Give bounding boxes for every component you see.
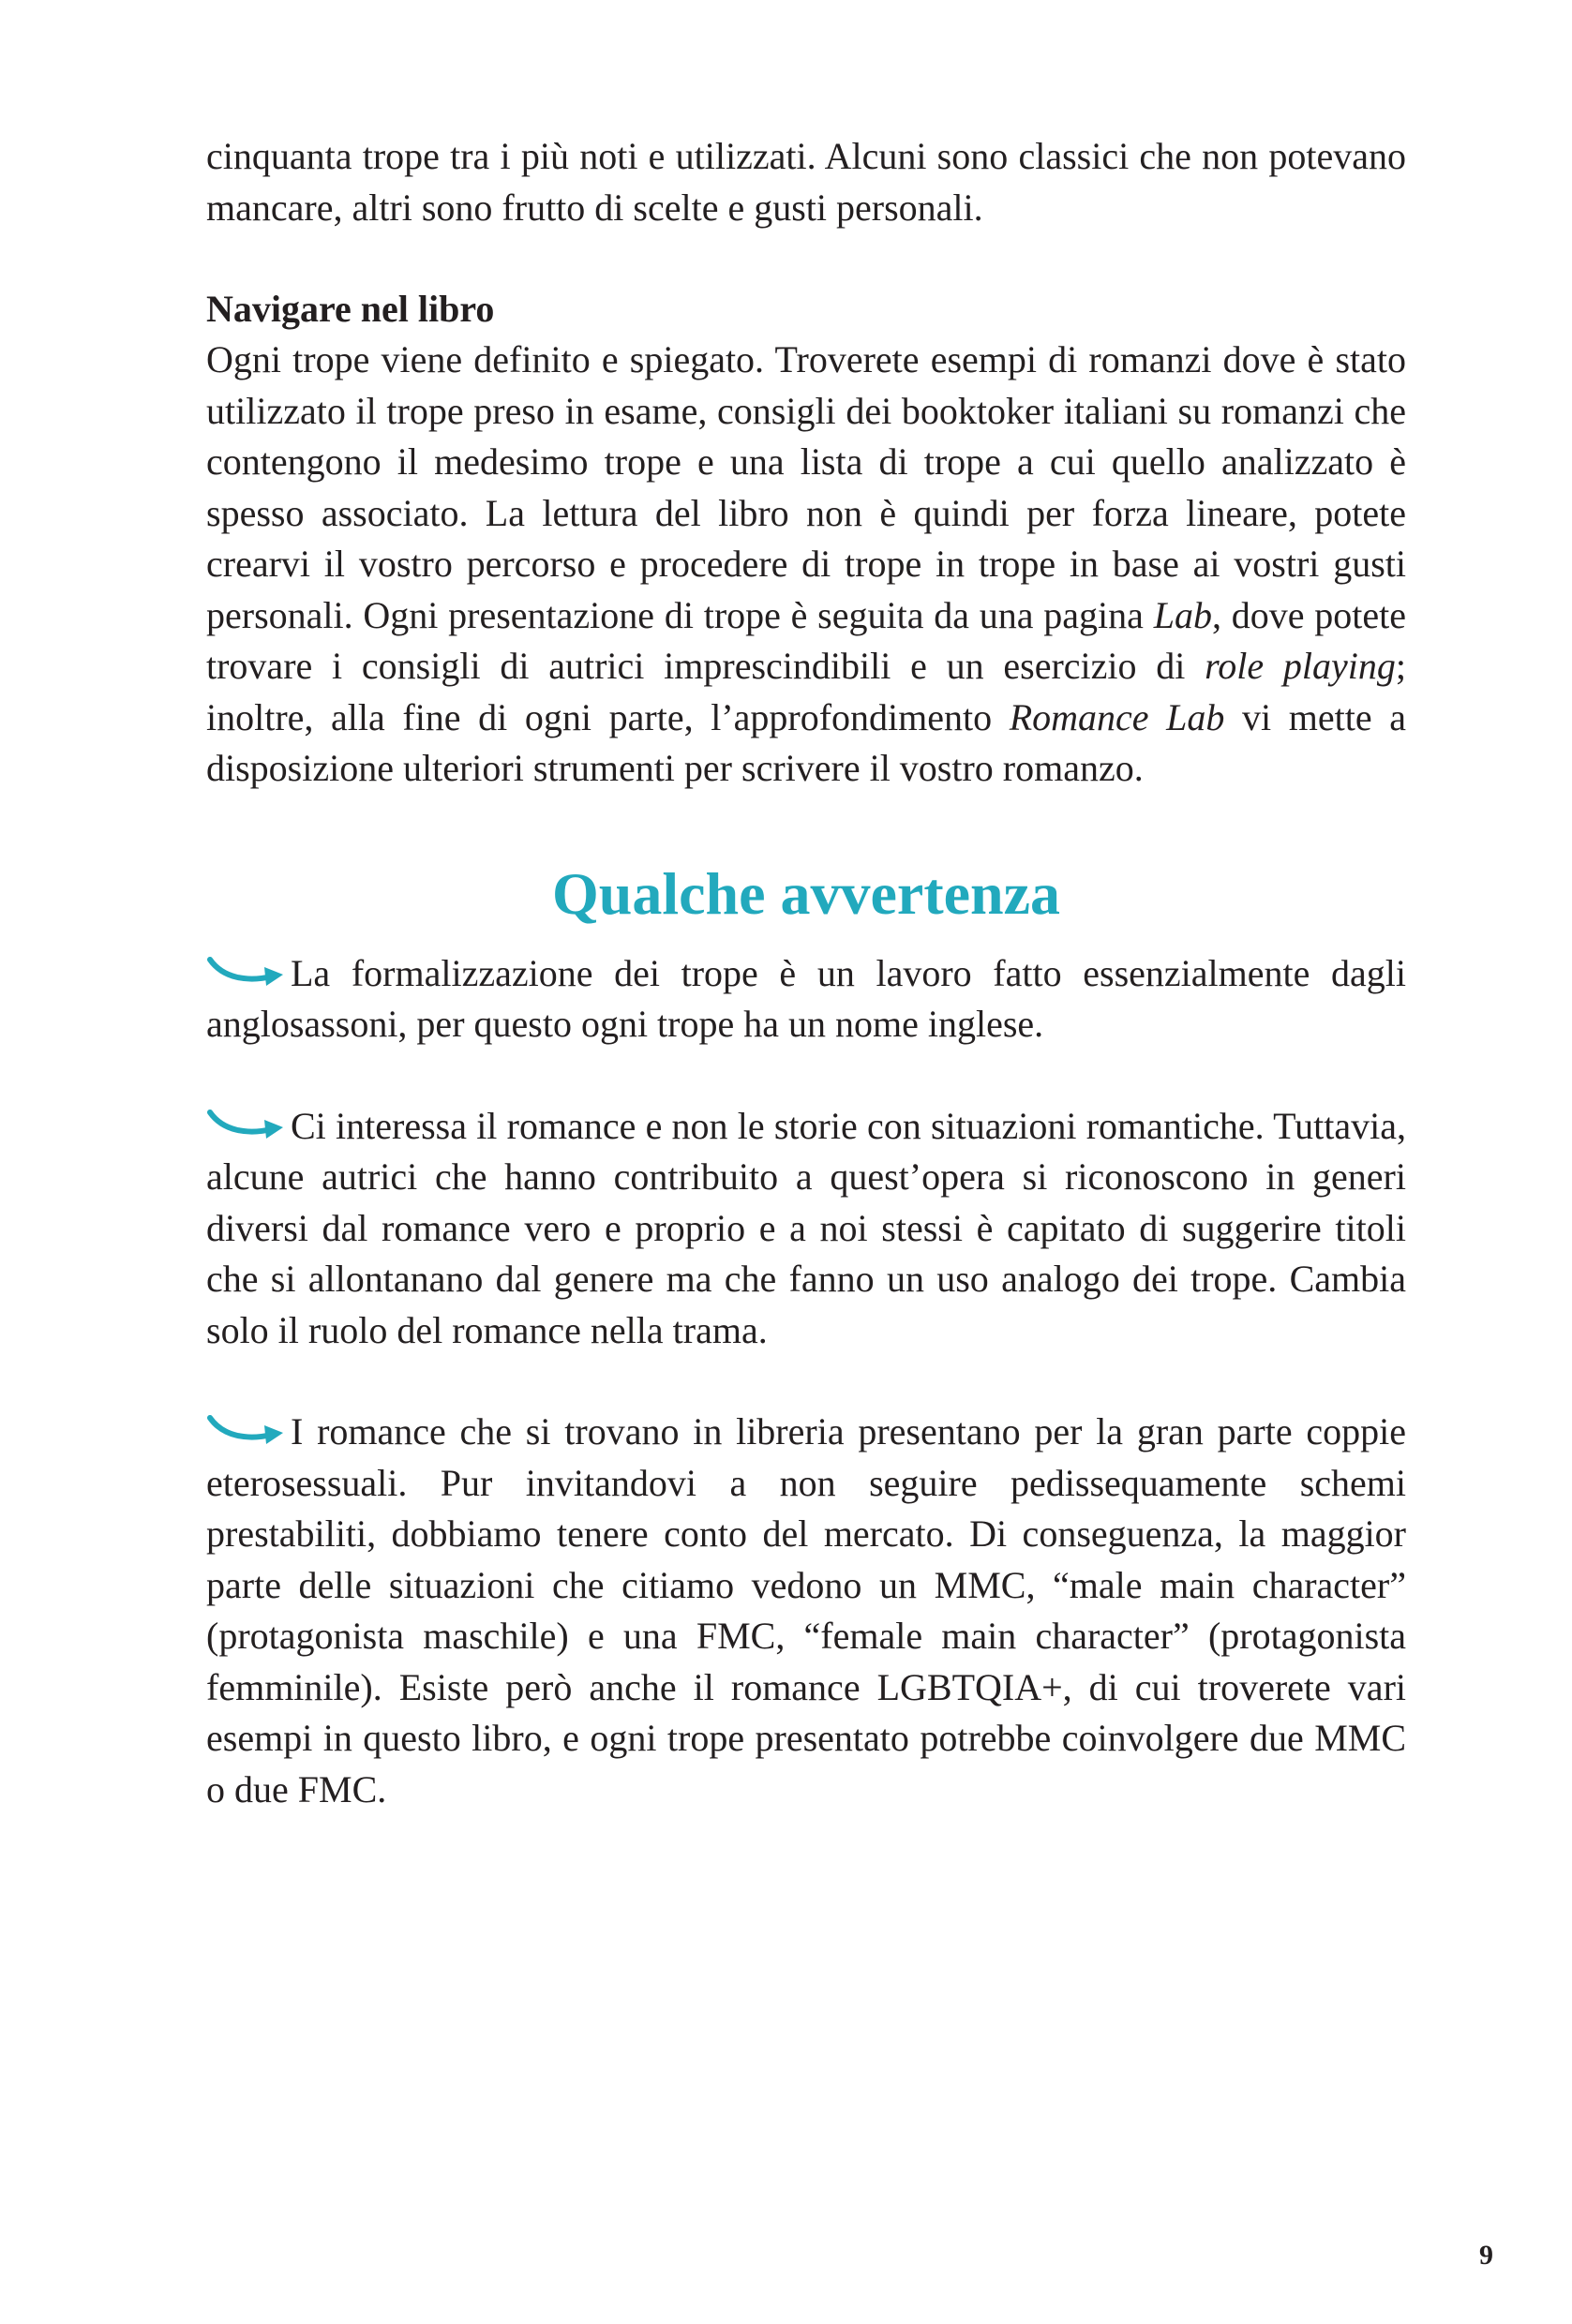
page-number: 9 [1479,2240,1493,2271]
navigate-text-3: ; inoltre, alla fine di ogni parte, l’approfondimento [206,645,1406,738]
warning-text: La formalizzazione dei trope è un lavoro fatto essenzialmente dagli anglosassoni, per questo ogni trope ha un nome inglese. [206,951,1406,1045]
navigate-paragraph [206,335,1406,795]
lab-term: Lab [1153,593,1212,636]
navigate-text-4: vi mette a disposizione ulteriori strumenti per scrivere il vostro romanzo. [206,695,1406,789]
warning-item [206,1407,1406,1815]
navigate-heading: Navigare nel libro [206,288,495,330]
romance-lab-term: Romance Lab [1009,695,1225,738]
warning-item [206,1101,1406,1357]
curved-arrow-icon [206,1412,289,1450]
role-playing-term: role playing [1205,645,1396,687]
warning-item [206,948,1406,1050]
navigate-text-1: Ogni trope viene definito e spiegato. Troverete esempi di romanzi dove è stato utilizzato il trope preso in esame, consigli dei booktoker italiani su romanzi che contengono il medesimo trope e una lista di trope a cui quello analizzato è spesso associato. La lettura del libro non è quindi per forza lineare, potete crearvi il vostro percorso e procedere di trope in trope in base ai vostri gusti personali. Ogni presentazione di trope è seguita da una pagina [206,338,1406,636]
section-title: Qualche avvertenza [551,859,1061,927]
navigate-text-2: , dove potete trovare i consigli di autrici imprescindibili e un esercizio di [206,593,1406,687]
warning-text: Ci interessa il romance e non le storie con situazioni romantiche. Tuttavia, alcune autrici che hanno contribuito a quest’opera si riconoscono in generi diversi dal romance vero e proprio e a noi stessi è capitato di suggerire titoli che si allontanano dal genere ma che fanno un uso analogo dei trope. Cambia solo il ruolo del romance nella trama. [206,1104,1406,1351]
curved-arrow-icon [206,1107,289,1144]
page-body [206,131,1406,1866]
intro-paragraph: cinquanta trope tra i più noti e utilizzati. Alcuni sono classici che non potevano mancare, altri sono frutto di scelte e gusti personali. [206,135,1406,229]
warning-text: I romance che si trovano in libreria presentano per la gran parte coppie eterosessuali. Pur invitandovi a non seguire pedissequamente schemi prestabiliti, dobbiamo tenere conto del mercato. Di conseguenza, la maggior parte delle situazioni che citiamo vedono un MMC, “male main character” (protagonista maschile) e una FMC, “female main character” (protagonista femminile). Esiste però anche il romance LGBTQIA+, di cui troverete vari esempi in questo libro, e ogni trope presentato potrebbe coinvolgere due MMC o due FMC. [206,1410,1406,1810]
curved-arrow-icon [206,954,289,991]
